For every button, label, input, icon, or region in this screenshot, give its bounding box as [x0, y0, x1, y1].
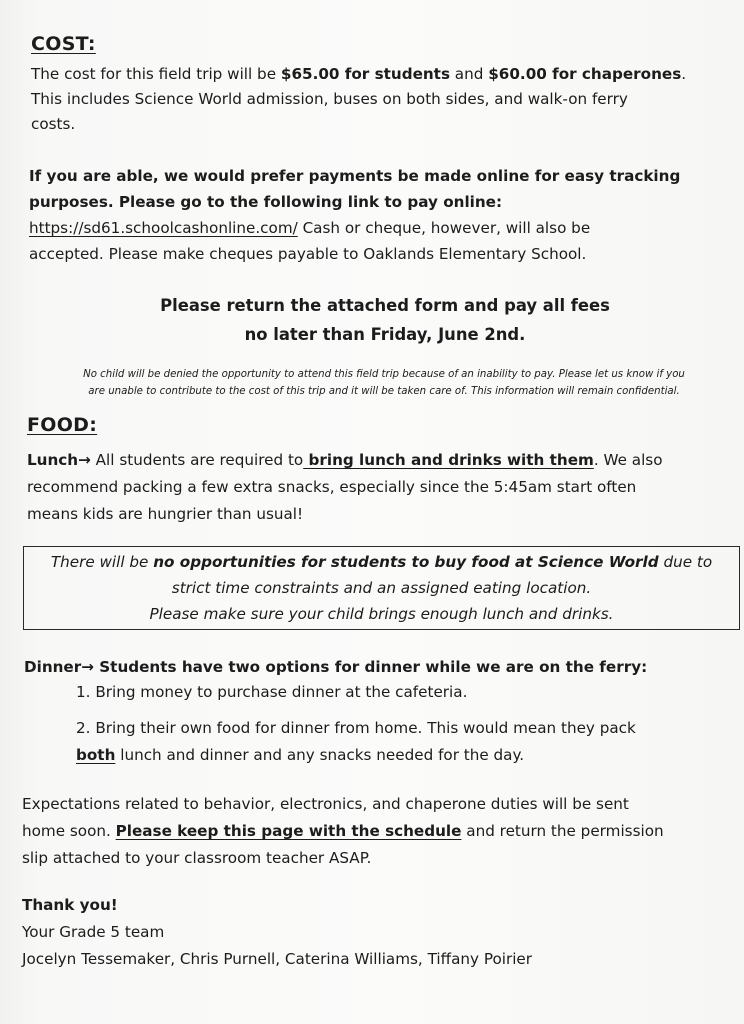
expectations-line-2-text: home soon. [22, 822, 116, 840]
payment-line-2 [29, 189, 680, 215]
lunch-line-2: recommend packing a few extra snacks, especially since the 5:45am start often [27, 478, 637, 496]
cost-paragraph [31, 62, 686, 137]
cost-heading: COST: [31, 33, 96, 55]
lunch-label: Lunch→ [27, 451, 91, 469]
signoff [22, 892, 532, 973]
dinner-option-2-line-1: 2. Bring their own food for dinner from home. This would mean they pack [76, 719, 636, 737]
payment-paragraph [29, 163, 680, 267]
expectations-paragraph [22, 791, 664, 872]
expectations-line-3: slip attached to your classroom teacher ASAP. [22, 849, 372, 867]
cost-line-1-mid: and [449, 65, 489, 83]
dinner-option-1: 1. Bring money to purchase dinner at the cafeteria. [76, 683, 468, 701]
food-notice-box [23, 546, 740, 630]
cost-line-1 [31, 62, 686, 87]
payment-line-3 [29, 215, 680, 241]
lunch-line-1-end: . We also [593, 451, 663, 469]
notice-line-3: Please make sure your child brings enough lunch and drinks. [149, 605, 614, 623]
notice-emphasis: no opportunities for students to buy food at Science World [153, 553, 659, 571]
team-name: Your Grade 5 team [22, 923, 165, 941]
expectations-line-1: Expectations related to behavior, electronics, and chaperone duties will be sent [22, 795, 629, 813]
lunch-line-1-text: All students are required to [90, 451, 304, 469]
disclaimer-line-2: are unable to contribute to the cost of this trip and it will be taken care of. This information will remain confidential. [88, 386, 680, 397]
deadline-line-1: Please return the attached form and pay all fees [160, 296, 610, 315]
cost-line-2: This includes Science World admission, buses on both sides, and walk-on ferry [31, 90, 628, 108]
notice-line-2: strict time constraints and an assigned eating location. [171, 579, 592, 597]
dinner-option-2 [76, 715, 636, 769]
lunch-requirement: bring lunch and drinks with them [303, 451, 594, 469]
lunch-paragraph [27, 447, 663, 528]
dinner-option-2-line-2 [76, 742, 636, 769]
financial-disclaimer [24, 366, 744, 400]
dinner-option-2-line-2-text: lunch and dinner and any snacks needed for the day. [115, 746, 525, 764]
dinner-label: Dinner→ Students have two options for dinner while we are on the ferry: [24, 658, 648, 676]
deadline-notice [0, 291, 744, 349]
keep-page-emphasis: Please keep this page with the schedule [115, 822, 462, 840]
payment-line-2-text: purposes. Please go to the following link to pay online: [29, 193, 503, 211]
teacher-names: Jocelyn Tessemaker, Chris Purnell, Caterina Williams, Tiffany Poirier [22, 950, 533, 968]
thank-you-text: Thank you! [22, 896, 118, 914]
cost-line-1-end: . [681, 65, 687, 83]
chaperone-cost: $60.00 for chaperones [488, 65, 682, 83]
payment-line-4: accepted. Please make cheques payable to Oaklands Elementary School. [29, 245, 587, 263]
payment-link[interactable]: https://sd61.schoolcashonline.com/ [29, 219, 298, 237]
payment-line-1 [29, 163, 680, 189]
thank-you [22, 892, 532, 919]
notice-line-1-text: There will be [50, 553, 154, 571]
dinner-both-emphasis: both [76, 746, 116, 764]
notice-line-1 [24, 549, 739, 575]
cost-line-3: costs. [31, 115, 76, 133]
payment-line-1-text: If you are able, we would prefer payments be made online for easy tracking [29, 167, 681, 185]
payment-line-3-rest: Cash or cheque, however, will also be [297, 219, 591, 237]
student-cost: $65.00 for students [280, 65, 450, 83]
notice-line-1-end: due to [658, 553, 713, 571]
deadline-line-2: no later than Friday, June 2nd. [244, 325, 526, 344]
expectations-line-2 [22, 818, 664, 845]
lunch-line-3: means kids are hungrier than usual! [27, 505, 304, 523]
food-heading: FOOD: [27, 414, 98, 436]
cost-line-1-text: The cost for this field trip will be [31, 65, 281, 83]
expectations-line-2-end: and return the permission [461, 822, 664, 840]
lunch-line-1 [27, 447, 663, 474]
disclaimer-line-1: No child will be denied the opportunity to attend this field trip because of an inability to pay. Please let us know if you [83, 369, 685, 380]
